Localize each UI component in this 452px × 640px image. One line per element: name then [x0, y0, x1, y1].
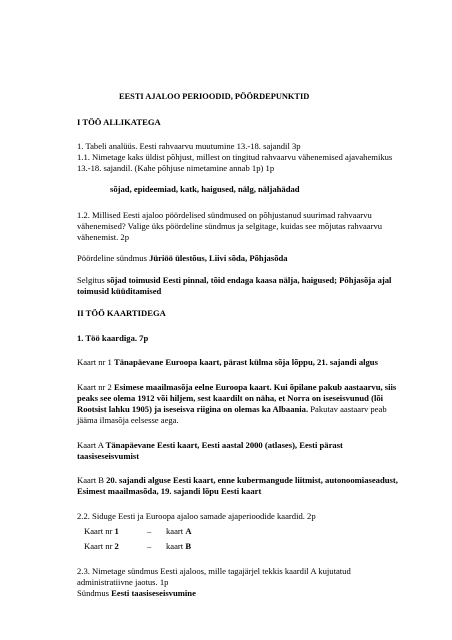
mapB-line-1: [77, 475, 398, 486]
explanation-value-2: toimusid küüditamised: [77, 286, 162, 296]
pair2-left: Kaart nr: [84, 541, 115, 551]
explanation-value-1: sõjad toimusid Eesti pinnal, tõid endaga kaasa nälja, haigused; Põhjasõja ajal: [106, 275, 392, 285]
question-1: 1. Tabeli analüüs. Eesti rahvaarvu muutumine 13.-18. sajandil 3p: [77, 141, 301, 151]
mapA-label: Kaart A: [77, 440, 106, 450]
event-label: Pöördeline sündmus: [77, 253, 150, 263]
question-1-2-line-3: vähenemist. 2p: [77, 232, 130, 242]
pair-row-2: [84, 541, 119, 552]
mapA-value-2: taasiseseisvumist: [77, 451, 140, 461]
pair-row-1: [84, 526, 119, 537]
map2-value-3b: Pakutav aastaarv peab: [308, 404, 387, 414]
mapB-label: Kaart B: [77, 475, 107, 485]
pair1-letter: A: [185, 526, 192, 536]
question-1-1-line-2: 13.-18. sajandil. (Kahe põhjuse nimetamine annab 1p) 1p: [77, 163, 275, 173]
event-value: Jüriöö ülestõus, Liivi sõda, Põhjasõda: [149, 253, 288, 263]
map2-value-3a: Rootsist lahku 1905) ja iseseisva riigina on olemas ka Albaania.: [77, 404, 309, 414]
pair1-dash: –: [147, 526, 152, 536]
mapB-value-2: Esimest maailmasõda, 19. sajandi lõpu Eesti kaart: [77, 486, 262, 496]
answer-1-1: sõjad, epideemiad, katk, haigused, nälg, näljahädad: [110, 184, 300, 194]
pair2-right-wrap: [166, 541, 191, 552]
task-1-heading: 1. Töö kaardiga. 7p: [77, 333, 149, 343]
event2-line: [77, 588, 196, 599]
event2-label: Sündmus: [77, 588, 112, 598]
mapA-value-1: Tänapäevane Eesti kaart, Eesti aastal 2000 (atlases), Eesti pärast: [105, 440, 343, 450]
question-2-2: 2.2. Siduge Eesti ja Euroopa ajaloo samade ajaperioodide kaardid. 2p: [77, 511, 316, 521]
mapB-value-1: 20. sajandi alguse Eesti kaart, enne kubermangude liitmist, autonoomiaseadust,: [106, 475, 398, 485]
pair2-letter: B: [185, 541, 192, 551]
question-1-1-line-1: 1.1. Nimetage kaks üldist põhjust, millest on tingitud rahvaarvu vähenemised ajavahemikus: [77, 152, 393, 162]
pair1-right-wrap: [166, 526, 192, 537]
pair2-right: kaart: [166, 541, 186, 551]
part2-heading: II TÖÖ KAARTIDEGA: [77, 308, 166, 318]
map1-value: Tänapäevane Euroopa kaart, pärast külma sõja lõppu, 21. sajandi algus: [114, 357, 378, 367]
question-2-3-line-2: administratiivne jaotus. 1p: [77, 577, 169, 587]
question-2-3-line-1: 2.3. Nimetage sündmus Eesti ajaloos, mille tagajärjel tekkis kaardil A kujutatud: [77, 566, 351, 576]
map2-value-2: peaks see olema 1912 või hiljem, sest kaardilt on näha, et Norra on iseseisvunud (lõi: [77, 393, 384, 403]
explanation-line-1: [77, 275, 391, 286]
question-1-2-line-1: 1.2. Millised Eesti ajaloo pöördelised sündmused on põhjustanud suurimad rahvaarvu: [77, 210, 372, 220]
mapA-line-1: [77, 440, 343, 451]
map2-value-4: jääma ilmasõja eelsesse aega.: [77, 415, 179, 425]
pair1-right: kaart: [166, 526, 186, 536]
part1-heading: I TÖÖ ALLIKATEGA: [77, 117, 161, 127]
event2-value: Eesti taasiseseisvumine: [111, 588, 196, 598]
pair1-num: 1: [114, 526, 119, 536]
explanation-label: Selgitus: [77, 275, 107, 285]
map1-line: [77, 357, 378, 368]
pair1-left: Kaart nr: [84, 526, 115, 536]
map2-line-1: [77, 382, 396, 393]
map2-line-3: [77, 404, 387, 415]
question-1-2-line-2: vähenemised? Valige üks pöördeline sündmus ja selgitage, kuidas see mõjutas rahvaarvu: [77, 221, 383, 231]
event-line: [77, 253, 288, 264]
map2-value-1: Esimese maailmasõja eelne Euroopa kaart. Kui õpilane pakub aastaarvu, siis: [114, 382, 397, 392]
page-title: EESTI AJALOO PERIOODID, PÖÖRDEPUNKTID: [119, 92, 310, 101]
map1-label: Kaart nr 1: [77, 357, 114, 367]
map2-label: Kaart nr 2: [77, 382, 114, 392]
pair2-num: 2: [114, 541, 119, 551]
pair2-dash: –: [147, 541, 152, 551]
